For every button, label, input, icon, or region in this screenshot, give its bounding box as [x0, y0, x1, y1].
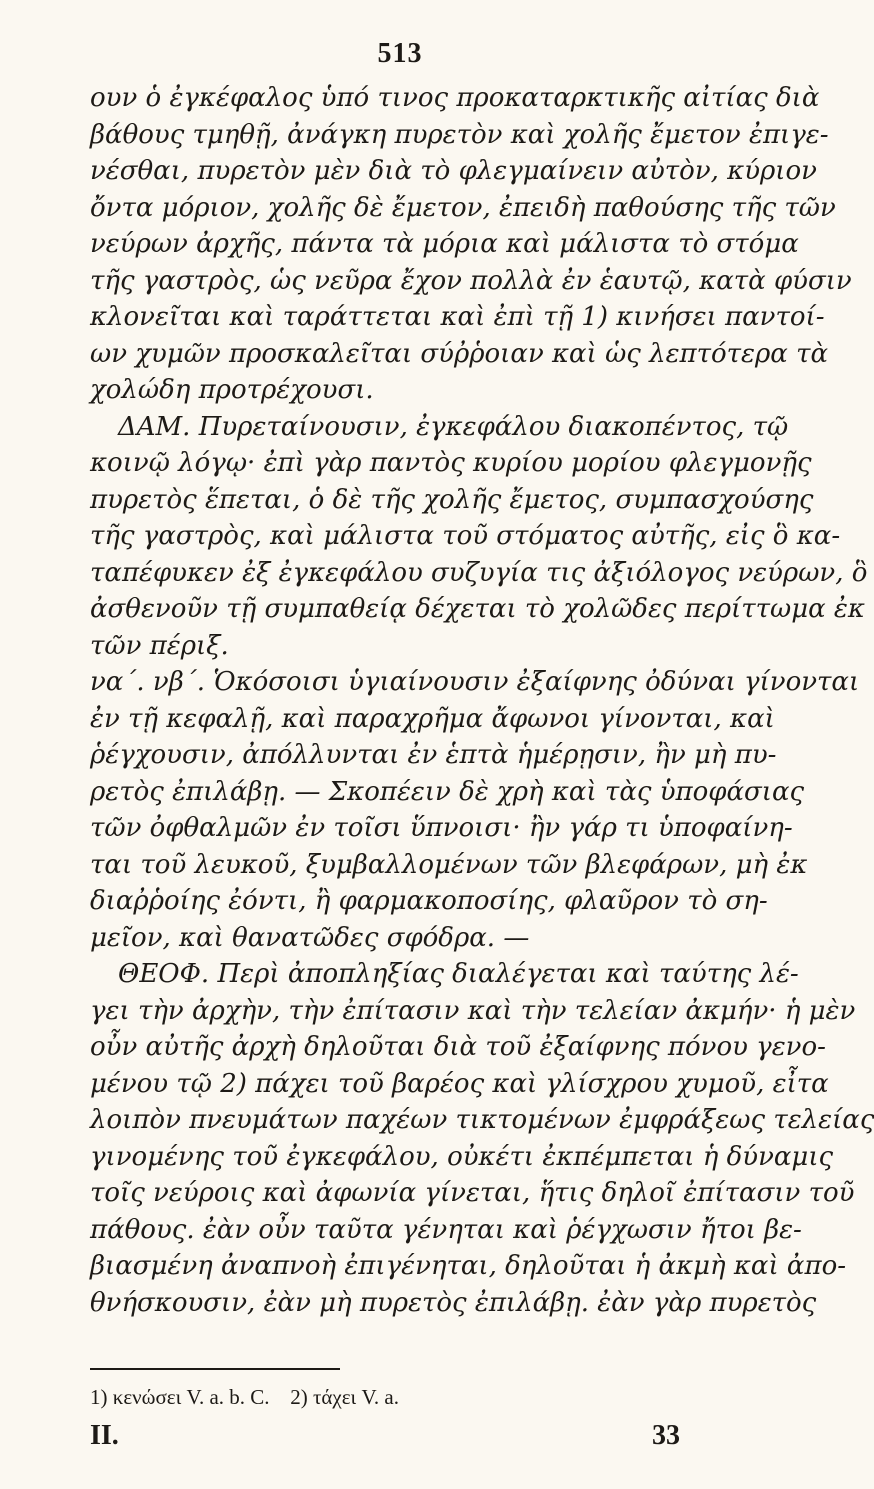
text-line: τῶν πέριξ. [90, 630, 229, 661]
text-line: τῆς γαστρὸς, καὶ μάλιστα τοῦ στόματος αὐτῆς, εἰς ὃ κα- [90, 521, 841, 551]
text-line: βάθους τμηθῇ, ἀνάγκη πυρετὸν καὶ χολῆς ἔμετον ἐπιγε- [90, 119, 829, 150]
text-line: νεύρων ἀρχῆς, πάντα τὰ μόρια καὶ μάλιστα τὸ στόμα [90, 229, 799, 259]
signature-mark: II. [90, 1420, 119, 1451]
text-line: μένου τῷ 2) πάχει τοῦ βαρέος καὶ γλίσχρου χυμοῦ, εἶτα [90, 1068, 829, 1099]
text-line: ῥέγχουσιν, ἀπόλλυνται ἐν ἑπτὰ ἡμέρῃσιν, ἢν μὴ πυ- [90, 740, 777, 770]
text-line: τῆς γαστρὸς, ὡς νεῦρα ἔχον πολλὰ ἐν ἑαυτῷ, κατὰ φύσιν [90, 265, 852, 296]
page-footer [90, 1420, 730, 1460]
text-line: ων χυμῶν προσκαλεῖται σύῤῥοιαν καὶ ὡς λεπτότερα τὰ [90, 338, 829, 369]
text-line: μεῖον, καὶ θανατῶδες σφόδρα. — [90, 922, 530, 953]
text-line: λοιπὸν πνευμάτων παχέων τικτομένων ἐμφράξεως τελείας [90, 1105, 874, 1135]
text-line: ἐν τῇ κεφαλῇ, καὶ παραχρῆμα ἄφωνοι γίνονται, καὶ [90, 703, 775, 734]
text-line: να΄. νβ΄. Ὁκόσοισι ὑγιαίνουσιν ἐξαίφνης ὀδύναι γίνονται [90, 667, 860, 697]
text-line: τῶν ὀφθαλμῶν ἐν τοῖσι ὕπνοισι· ἢν γάρ τι ὑποφαίνη- [90, 813, 793, 843]
sheet-number: 33 [652, 1420, 680, 1451]
text-line: γει τὴν ἀρχὴν, τὴν ἐπίτασιν καὶ τὴν τελείαν ἀκμήν· ἡ μὲν [90, 995, 856, 1026]
text-line: ΔΑΜ. Πυρεταίνουσιν, ἐγκεφάλου διακοπέντος, τῷ [118, 411, 789, 442]
footnote-divider [90, 1368, 340, 1370]
text-line: θνήσκουσιν, ἐὰν μὴ πυρετὸς ἐπιλάβῃ. ἐὰν γὰρ πυρετὸς [90, 1287, 817, 1318]
text-line: νέσθαι, πυρετὸν μὲν διὰ τὸ φλεγμαίνειν αὐτὸν, κύριον [90, 156, 817, 186]
text-line: ται τοῦ λευκοῦ, ξυμβαλλομένων τῶν βλεφάρων, μὴ ἐκ [90, 849, 808, 880]
text-line: ρετὸς ἐπιλάβῃ. — Σκοπέειν δὲ χρὴ καὶ τὰς ὑποφάσιας [90, 776, 805, 807]
text-line: βιασμένη ἀναπνοὴ ἐπιγένηται, δηλοῦται ἡ ἀκμὴ καὶ ἀπο- [90, 1251, 847, 1281]
text-line: γινομένης τοῦ ἐγκεφάλου, οὐκέτι ἐκπέμπεται ἡ δύναμις [90, 1141, 834, 1172]
text-line: κοινῷ λόγῳ· ἐπὶ γὰρ παντὸς κυρίου μορίου φλεγμονῇς [90, 448, 812, 478]
text-line: οὖν αὐτῆς ἀρχὴ δηλοῦται διὰ τοῦ ἐξαίφνης πόνου γενο- [90, 1032, 826, 1062]
text-line: κλονεῖται καὶ ταράττεται καὶ ἐπὶ τῇ 1) κινήσει παντοί- [90, 302, 825, 332]
main-text [90, 80, 874, 1321]
text-line: τοῖς νεύροις καὶ ἀφωνία γίνεται, ἥτις δηλοῖ ἐπίτασιν τοῦ [90, 1178, 855, 1208]
footnotes [90, 1383, 730, 1411]
text-line: πυρετὸς ἕπεται, ὁ δὲ τῆς χολῆς ἔμετος, συμπασχούσης [90, 484, 814, 515]
footnote-2: 2) τάχει V. a. [290, 1385, 399, 1409]
text-line: πάθους. ἐὰν οὖν ταῦτα γένηται καὶ ῥέγχωσιν ἤτοι βε- [90, 1214, 802, 1245]
footnote-1: 1) κενώσει V. a. b. C. [90, 1385, 270, 1409]
text-line: διαῤῥοίης ἐόντι, ἢ φαρμακοποσίης, φλαῦρον τὸ ση- [90, 886, 768, 916]
text-line: ουν ὁ ἐγκέφαλος ὑπό τινος προκαταρκτικῆς αἰτίας διὰ [90, 83, 820, 113]
text-line: ἀσθενοῦν τῇ συμπαθείᾳ δέχεται τὸ χολῶδες περίττωμα ἐκ [90, 594, 865, 624]
text-line: ΘΕΟΦ. Περὶ ἀποπληξίας διαλέγεται καὶ ταύτης λέ- [118, 959, 799, 989]
page-number: 513 [377, 38, 423, 69]
text-line: ταπέφυκεν ἐξ ἐγκεφάλου συζυγία τις ἀξιόλογος νεύρων, ὃ [90, 557, 868, 588]
text-line: ὄντα μόριον, χολῆς δὲ ἔμετον, ἐπειδὴ παθούσης τῆς τῶν [90, 192, 836, 223]
text-line: χολώδη προτρέχουσι. [90, 375, 374, 405]
